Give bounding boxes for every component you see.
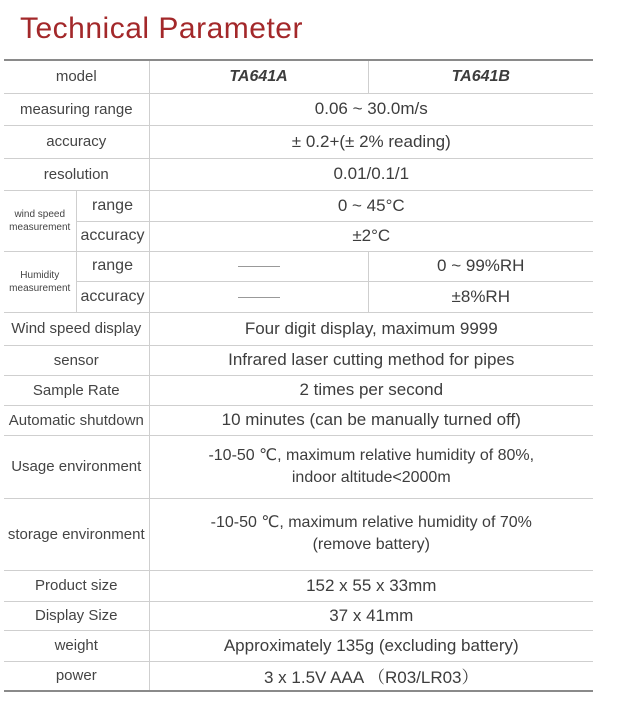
spec-table: [4, 59, 593, 692]
row-value: Approximately 135g (excluding battery): [149, 630, 593, 661]
table-row: [4, 125, 593, 158]
row-value: Infrared laser cutting method for pipes: [149, 345, 593, 375]
row-label: sensor: [4, 345, 149, 375]
table-row: [4, 281, 593, 312]
table-row: [4, 630, 593, 661]
table-row: [4, 93, 593, 125]
row-value: 0.06 ~ 30.0m/s: [149, 93, 593, 125]
row-label: Automatic shutdown: [4, 405, 149, 435]
model-b-header: TA641B: [368, 60, 593, 93]
row-label: storage environment: [4, 498, 149, 570]
row-label: power: [4, 661, 149, 691]
row-label: measuring range: [4, 93, 149, 125]
row-sublabel: range: [76, 190, 149, 221]
table-row: [4, 60, 593, 93]
table-row: [4, 435, 593, 498]
row-value: [149, 435, 593, 498]
row-value: 0 ~ 45°C: [149, 190, 593, 221]
row-label: accuracy: [4, 125, 149, 158]
row-value-line: (remove battery): [312, 536, 430, 553]
row-value-a: [149, 281, 368, 312]
table-row: [4, 375, 593, 405]
table-row: [4, 661, 593, 691]
row-value: 152 x 55 x 33mm: [149, 570, 593, 601]
row-value: 3 x 1.5V AAA （R03/LR03）: [149, 661, 593, 691]
table-row: [4, 570, 593, 601]
table-row: [4, 345, 593, 375]
row-label: Usage environment: [4, 435, 149, 498]
row-value: 37 x 41mm: [149, 601, 593, 630]
table-row: [4, 312, 593, 345]
row-value-b: ±8%RH: [368, 281, 593, 312]
table-row: [4, 158, 593, 190]
row-value: 2 times per second: [149, 375, 593, 405]
row-value-a: [149, 251, 368, 281]
row-value: ±2°C: [149, 221, 593, 251]
empty-dash: [238, 297, 280, 298]
row-value: Four digit display, maximum 9999: [149, 312, 593, 345]
empty-dash: [238, 266, 280, 267]
row-label: Sample Rate: [4, 375, 149, 405]
row-label: weight: [4, 630, 149, 661]
table-row: [4, 190, 593, 221]
row-label: Wind speed display: [4, 312, 149, 345]
row-label: Product size: [4, 570, 149, 601]
group-label: wind speed measurement: [4, 190, 76, 251]
row-value-line: -10-50 ℃, maximum relative humidity of 70%: [210, 514, 532, 531]
row-sublabel: accuracy: [76, 221, 149, 251]
page-title: Technical Parameter: [20, 12, 303, 45]
row-value: 10 minutes (can be manually turned off): [149, 405, 593, 435]
table-row: [4, 221, 593, 251]
row-value-b: 0 ~ 99%RH: [368, 251, 593, 281]
table-row: [4, 405, 593, 435]
table-row: [4, 601, 593, 630]
row-sublabel: range: [76, 251, 149, 281]
row-value-line: indoor altitude<2000m: [291, 468, 451, 486]
row-value: [149, 498, 593, 570]
row-label: model: [4, 60, 149, 93]
row-sublabel: accuracy: [76, 281, 149, 312]
row-value: 0.01/0.1/1: [149, 158, 593, 190]
table-row: [4, 251, 593, 281]
row-label: resolution: [4, 158, 149, 190]
group-label: Humidity measurement: [4, 251, 76, 312]
row-label: Display Size: [4, 601, 149, 630]
model-a-header: TA641A: [149, 60, 368, 93]
row-value-line: -10-50 ℃, maximum relative humidity of 80%,: [208, 446, 535, 464]
row-value: ± 0.2+(± 2% reading): [149, 125, 593, 158]
table-row: [4, 498, 593, 570]
